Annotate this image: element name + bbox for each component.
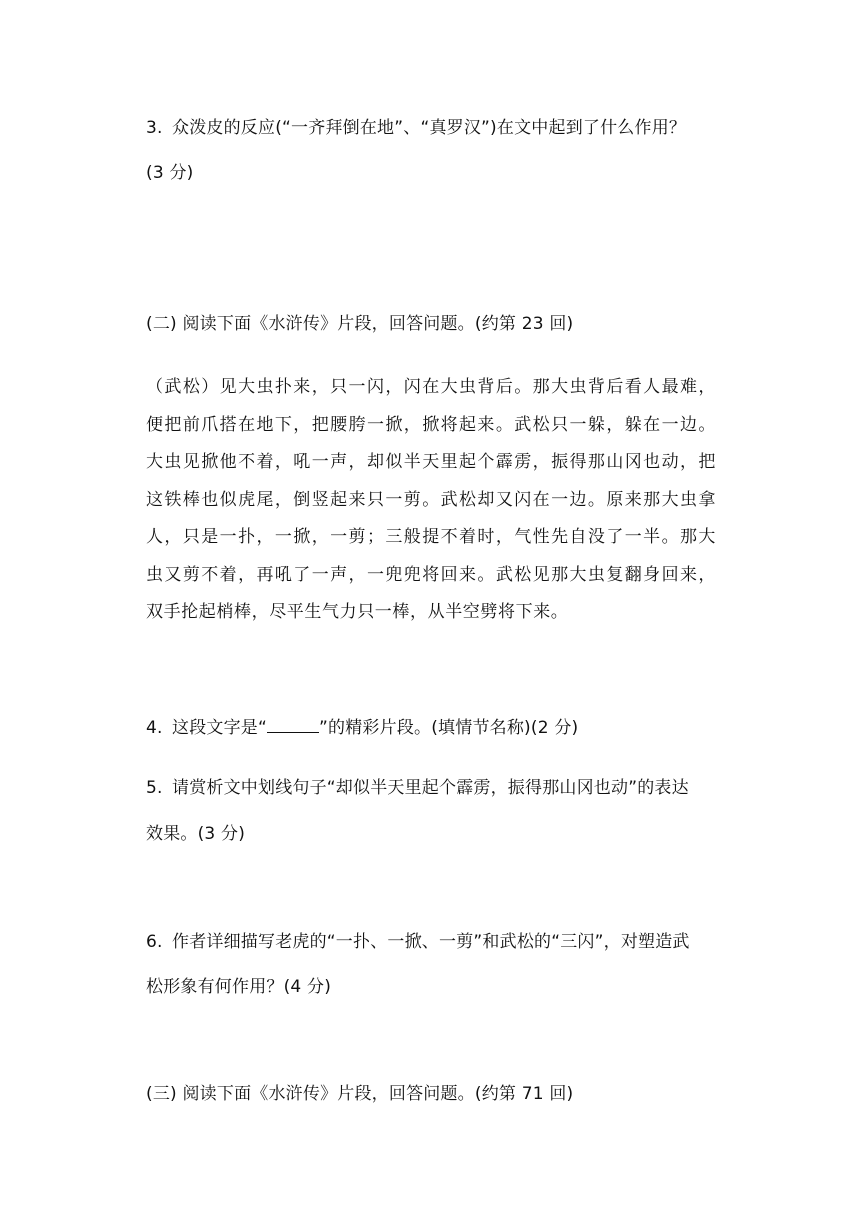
passage-2-line: 双手抡起梢棒，尽平生气力只一棒，从半空劈将下来。 bbox=[146, 602, 569, 622]
question-5-line-2: 效果。(3 分) bbox=[146, 824, 246, 844]
question-5-line-1: 请赏析文中划线句子“却似半天里起个霹雳，振得那山冈也动”的表达 bbox=[172, 778, 689, 798]
question-3 bbox=[146, 117, 686, 139]
question-3-text: 众泼皮的反应(“一齐拜倒在地”、“真罗汉”)在文中起到了什么作用？ bbox=[172, 118, 687, 138]
question-4-text-after: ”的精彩片段。(填情节名称)(2 分) bbox=[319, 718, 579, 738]
passage-2-line: 人，只是一扑，一掀，一剪；三般提不着时，气性先自没了一半。那大 bbox=[146, 527, 716, 547]
question-6-line-1: 作者详细描写老虎的“一扑、一掀、一剪”和武松的“三闪”，对塑造武 bbox=[172, 932, 690, 952]
passage-2-line: （武松）见大虫扑来，只一闪，闪在大虫背后。那大虫背后看人最难， bbox=[146, 377, 716, 397]
question-3-score: (3 分) bbox=[146, 163, 194, 183]
question-6-number: 6. bbox=[146, 932, 163, 952]
question-5 bbox=[146, 777, 689, 799]
question-5-number: 5. bbox=[146, 778, 163, 798]
question-4 bbox=[146, 714, 578, 739]
section-3-heading: (三) 阅读下面《水浒传》片段，回答问题。(约第 71 回) bbox=[146, 1084, 574, 1104]
passage-2-line: 这铁棒也似虎尾，倒竖起来只一剪。武松却又闪在一边。原来那大虫拿 bbox=[146, 489, 716, 510]
section-2-heading: (二) 阅读下面《水浒传》片段，回答问题。(约第 23 回) bbox=[146, 314, 574, 334]
question-6 bbox=[146, 931, 690, 953]
passage-2-line: 虫又剪不着，再吼了一声，一兜兜将回来。武松见那大虫复翻身回来， bbox=[146, 564, 716, 585]
passage-2 bbox=[146, 369, 716, 632]
answer-blank[interactable] bbox=[267, 714, 319, 733]
question-4-number: 4. bbox=[146, 718, 163, 738]
passage-2-line: 大虫见掀他不着，吼一声，却似半天里起个霹雳，振得那山冈也动，把 bbox=[146, 452, 716, 472]
question-6-line-2: 松形象有何作用？(4 分) bbox=[146, 977, 332, 997]
question-3-number: 3. bbox=[146, 118, 163, 138]
passage-2-line: 便把前爪搭在地下，把腰胯一掀，掀将起来。武松只一躲，躲在一边。 bbox=[146, 414, 716, 435]
question-4-text-before: 这段文字是“ bbox=[172, 718, 268, 738]
